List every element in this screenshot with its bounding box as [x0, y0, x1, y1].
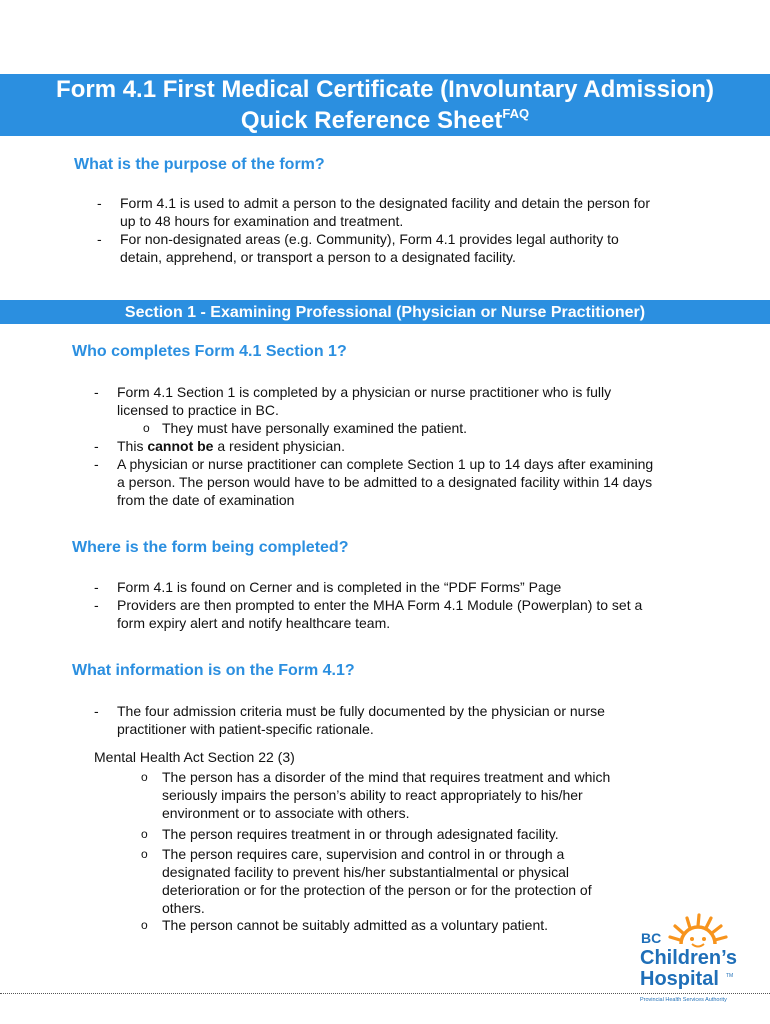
logo-line-2: Hospital: [640, 968, 719, 990]
logo-bc-text: BC: [641, 930, 662, 946]
bullet-dash: -: [97, 195, 102, 211]
sun-icon: [638, 912, 750, 1004]
text-fragment: This: [117, 438, 148, 454]
act-reference: Mental Health Act Section 22 (3): [94, 749, 295, 765]
emphasis-text: cannot be: [147, 438, 214, 454]
bullet-dash: -: [94, 456, 99, 472]
bullet-dash: -: [94, 597, 99, 613]
logo-trademark: TM: [726, 973, 734, 979]
who-heading: Who completes Form 4.1 Section 1?: [72, 343, 347, 360]
text-line: seriously impairs the person’s ability to react appropriately to his/her: [162, 787, 583, 803]
text-line: from the date of examination: [117, 492, 295, 508]
criterion-3: [162, 845, 592, 917]
text-fragment: a resident physician.: [213, 438, 345, 454]
text-line: The four admission criteria must be fully documented by the physician or nurse: [117, 703, 605, 719]
text-line: environment or to associate with others.: [162, 805, 410, 821]
criterion-1: [162, 768, 610, 822]
text-line: A physician or nurse practitioner can complete Section 1 up to 14 days after examining: [117, 456, 654, 472]
section-1-header: Section 1 - Examining Professional (Physician or Nurse Practitioner): [0, 300, 770, 324]
who-bullet-1: [117, 383, 611, 419]
bullet-dash: -: [94, 384, 99, 400]
text-line: deterioration or for the protection of the person or for the protection of: [162, 882, 592, 898]
text-line: others.: [162, 900, 205, 916]
title-line-2-text: Quick Reference Sheet: [240, 107, 503, 134]
sub-bullet-circle: o: [141, 918, 148, 932]
what-bullet-1: [117, 702, 605, 738]
sub-bullet-circle: o: [143, 421, 150, 435]
footer-divider: [0, 993, 770, 994]
bullet-dash: -: [97, 231, 102, 247]
who-sub-bullet: They must have personally examined the patient.: [162, 420, 468, 436]
text-line: a person. The person would have to be admitted to a designated facility within 14 days: [117, 474, 653, 490]
criterion-4: The person cannot be suitably admitted as a voluntary patient.: [162, 917, 549, 933]
where-bullet-1: Form 4.1 is found on Cerner and is completed in the “PDF Forms” Page: [117, 579, 562, 595]
text-line: detain, apprehend, or transport a person to a designated facility.: [120, 249, 516, 265]
purpose-heading: What is the purpose of the form?: [74, 156, 325, 173]
bullet-dash: -: [94, 438, 99, 454]
who-bullet-2: [117, 437, 345, 455]
text-line: Providers are then prompted to enter the MHA Form 4.1 Module (Powerplan) to set a: [117, 597, 643, 613]
criterion-2: The person requires treatment in or through adesignated facility.: [162, 826, 559, 842]
bullet-dash: -: [94, 703, 99, 719]
sub-bullet-circle: o: [141, 847, 148, 861]
text-line: designated facility to prevent his/her substantialmental or physical: [162, 864, 569, 880]
title-line-2: [241, 105, 529, 136]
bc-childrens-hospital-logo: [638, 912, 750, 1004]
sub-bullet-circle: o: [141, 770, 148, 784]
text-line: practitioner with patient-specific rationale.: [117, 721, 374, 737]
title-line-1: Form 4.1 First Medical Certificate (Involuntary Admission): [56, 76, 714, 103]
text-line: Form 4.1 Section 1 is completed by a physician or nurse practitioner who is fully: [117, 384, 612, 400]
logo-line-1: Children’s: [640, 947, 738, 969]
text-line: For non-designated areas (e.g. Community), Form 4.1 provides legal authority to: [120, 231, 619, 247]
purpose-bullet-2: [120, 230, 619, 266]
title-superscript: FAQ: [502, 106, 530, 121]
text-line: The person has a disorder of the mind that requires treatment and which: [162, 769, 611, 785]
text-line: form expiry alert and notify healthcare team.: [117, 615, 391, 631]
logo-tagline: Provincial Health Services Authority: [640, 997, 727, 1003]
where-heading: Where is the form being completed?: [72, 539, 349, 556]
text-line: Form 4.1 is used to admit a person to the designated facility and detain the person for: [120, 195, 650, 211]
what-heading: What information is on the Form 4.1?: [72, 662, 355, 679]
text-line: licensed to practice in BC.: [117, 402, 279, 418]
sub-bullet-circle: o: [141, 827, 148, 841]
text-line: The person requires care, supervision and control in or through a: [162, 846, 565, 862]
text-line: up to 48 hours for examination and treatment.: [120, 213, 404, 229]
purpose-bullet-1: [120, 194, 650, 230]
bullet-dash: -: [94, 579, 99, 595]
where-bullet-2: [117, 596, 642, 632]
document-title: [0, 74, 770, 136]
who-bullet-3: [117, 455, 653, 509]
